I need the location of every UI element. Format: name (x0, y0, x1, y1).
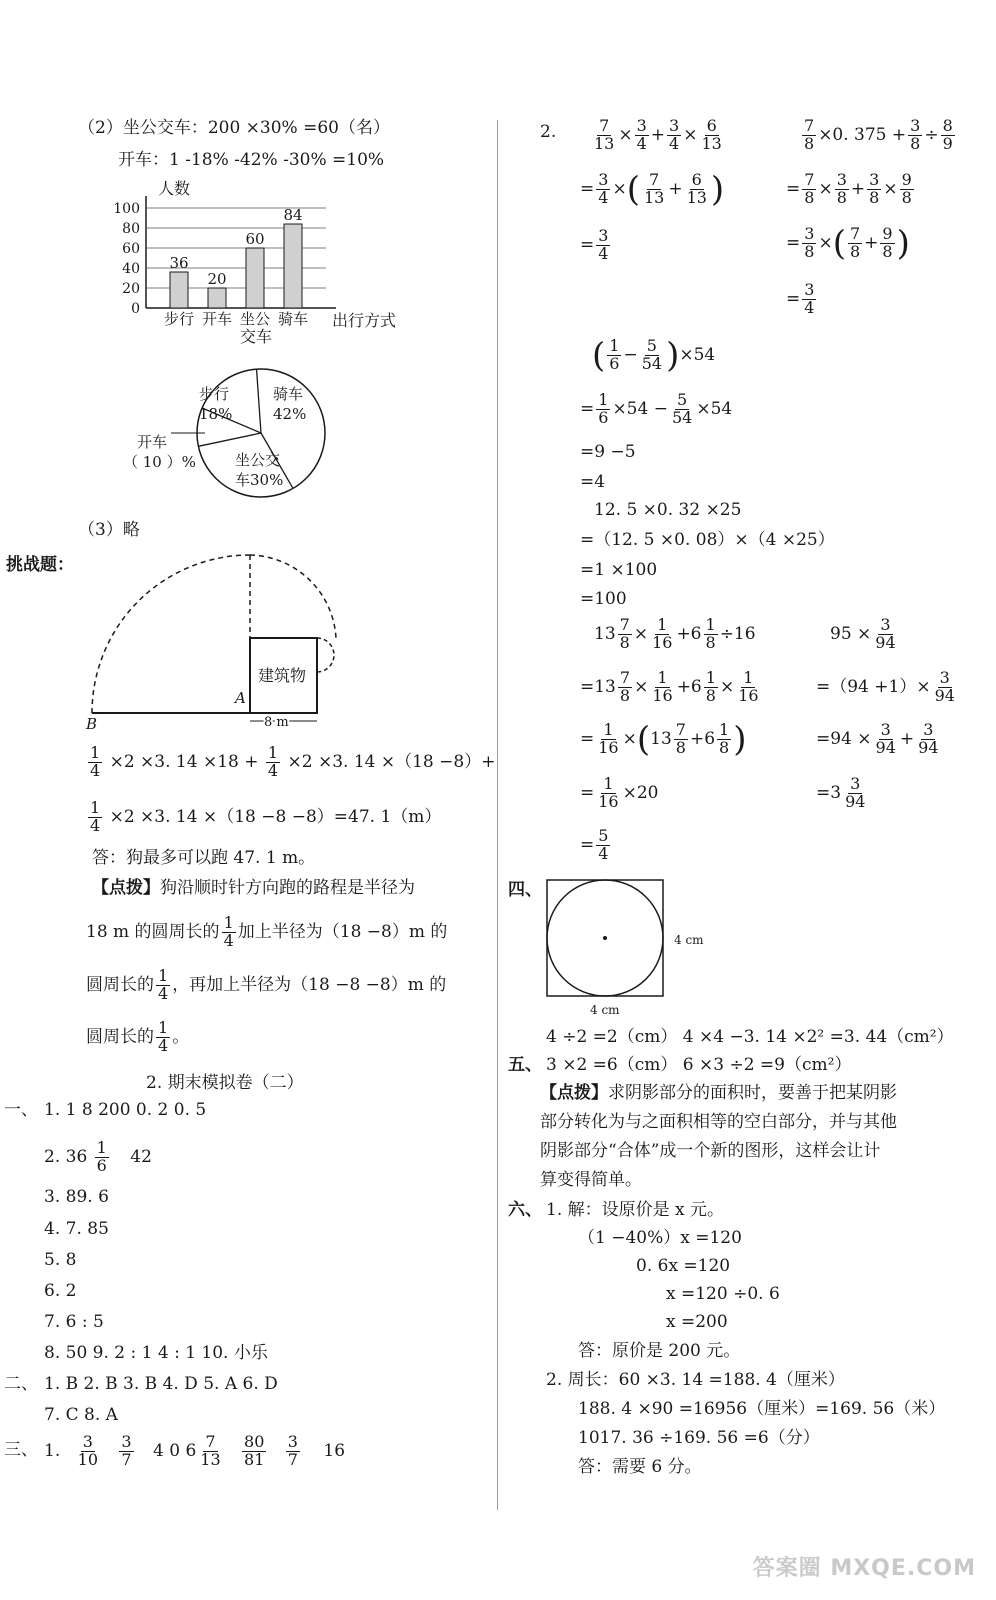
fraction: $\frac{1}{4}$ (158, 966, 169, 1003)
r-colB-line3: = $\frac{3}{8}$ ×( $\frac{7}{8}$ + $\frac{9}{8}$ ) (786, 223, 910, 264)
s6-1-line-6: 答：原价是 200 元。 (578, 1341, 741, 1361)
pie-label-bus: 坐公交 (235, 451, 281, 469)
r-colB-line4: = $\frac{3}{4}$ (786, 280, 815, 317)
r-colA-line3: = $\frac{3}{4}$ (580, 226, 609, 263)
s6-1-line-3: 0. 6x =120 (636, 1256, 731, 1276)
bar-value-label: 20 (207, 270, 227, 288)
fraction: $\frac{1}{4}$ (223, 913, 234, 950)
r-colA-line1: $\frac{7}{13}$ × $\frac{3}{4}$ + $\frac{3}{4}$ × $\frac{6}{13}$ (594, 116, 722, 153)
bar-chart-xlabel: 出行方式 (332, 311, 397, 330)
y-tick-label: 100 (113, 201, 140, 217)
column-divider (497, 120, 498, 1510)
calc-line-2: $\frac{1}{4}$ ×2 ×3. 14 ×（18 −8 −8）=47. 1（m） (90, 798, 442, 835)
square-circle-diagram (540, 872, 720, 1022)
s1-item-1: 1. 1 8 200 0. 2 0. 5 (44, 1100, 207, 1120)
pie-label-bus-pct: 车30% (235, 471, 284, 489)
fraction: $\frac{80}{81}$ (244, 1432, 265, 1469)
square-bottom-label: 4 cm (590, 1003, 620, 1017)
r-block4-line3: = $\frac{1}{16}$ ×(13 $\frac{7}{8}$ +6 $\frac{1}{8}$ ) (580, 719, 747, 760)
circle-center (603, 936, 607, 940)
pie-label-ride: 骑车 (273, 385, 304, 403)
r-colB-line1: $\frac{7}{8}$ ×0. 375 + $\frac{3}{8}$ ÷ $\frac{8}{9}$ (804, 116, 953, 153)
dog-path-diagram (80, 540, 380, 740)
bar-chart-ylabel: 人数 (158, 179, 191, 198)
s5-hint-line-2: 部分转化为与之面积相等的空白部分，并与其他 (540, 1112, 897, 1132)
bar (246, 248, 264, 308)
point-b-label: B (86, 715, 98, 733)
y-tick-label: 0 (131, 301, 140, 317)
pie-label-walk-pct: 18% (199, 405, 233, 423)
r-block4-right2: =（94 +1）× $\frac{3}{94}$ (816, 668, 955, 705)
pie-slice-boundary (198, 433, 261, 446)
s6-1-line-5: x =200 (666, 1312, 728, 1332)
r-block3-line4: =100 (580, 589, 627, 609)
hint-line-2: 18 m 的圆周长的 $\frac{1}{4}$ 加上半径为（18 −8）m 的 (86, 913, 448, 950)
pie-slice-boundary (257, 369, 261, 433)
fraction: $\frac{3}{10}$ (77, 1432, 98, 1469)
r-block3-line3: =1 ×100 (580, 560, 658, 580)
q2-line2: 开车：1 -18% -42% -30% =10% (118, 150, 385, 170)
challenge-title: 挑战题： (6, 555, 74, 575)
arc-medium (250, 555, 336, 638)
hint-line-4: 圆周长的 $\frac{1}{4}$ 。 (86, 1018, 190, 1055)
r-block4-right1: 95 × $\frac{3}{94}$ (830, 615, 896, 652)
s3-line: 1. $\frac{3}{10}$ $\frac{3}{7}$ 4 0 6 $\frac{7}{13}$ $\frac{80}{81}$ $\frac{3}{7}$ 16 (44, 1432, 346, 1469)
bar-category-label: 步行 (163, 310, 195, 328)
s1-item-5: 5. 8 (44, 1250, 77, 1270)
fraction: $\frac{7}{13}$ (200, 1432, 221, 1469)
calc-line-1: $\frac{1}{4}$ ×2 ×3. 14 ×18 + $\frac{1}{4}$ ×2 ×3. 14 ×（18 −8）+ (90, 743, 496, 780)
bar-category-label: 骑车 (277, 310, 309, 328)
arc-large (92, 555, 250, 713)
r-colA-line2: = $\frac{3}{4}$ ×( $\frac{7}{13}$ + $\frac{6}{13}$ ) (580, 169, 725, 210)
s4-calc: 4 ÷2 =2（cm） 4 ×4 −3. 14 ×2² =3. 44（cm²） (546, 1027, 954, 1047)
q3-answer: （3）略 (78, 520, 140, 540)
s1-item-7: 7. 6 : 5 (44, 1312, 104, 1332)
fraction: $\frac{1}{4}$ (267, 743, 279, 780)
r-block2-line2: = $\frac{1}{6}$ ×54 − $\frac{5}{54}$ ×54 (580, 390, 733, 427)
r-block4-right3: =94 × $\frac{3}{94}$ + $\frac{3}{94}$ (816, 720, 939, 757)
r-q2-label: 2. (540, 122, 557, 142)
s5-hint-line-3: 阴影部分“合体”成一个新的图形，这样会让计 (540, 1141, 881, 1161)
s5-calc: 3 ×2 =6（cm） 6 ×3 ÷2 =9（cm²） (546, 1055, 852, 1075)
square-side-label: 4 cm (674, 933, 704, 947)
watermark: 答案圈 MXQE.COM (752, 1556, 976, 1581)
r-block4-line2: =13 $\frac{7}{8}$ × $\frac{1}{16}$ +6 $\frac{1}{8}$ × $\frac{1}{16}$ (580, 668, 759, 705)
pie-label-walk: 步行 (199, 385, 230, 403)
r-block2-line3: =9 −5 (580, 442, 636, 462)
bar-value-label: 84 (283, 206, 303, 224)
s1-item-6: 6. 2 (44, 1281, 77, 1301)
s3-label: 三、 (4, 1440, 38, 1460)
building-label: 建筑物 (258, 666, 307, 685)
y-tick-label: 80 (122, 221, 140, 237)
fraction: $\frac{1}{6}$ (96, 1138, 107, 1175)
s2-label: 二、 (4, 1374, 38, 1394)
s1-item-3: 3. 89. 6 (44, 1187, 109, 1207)
s6-2-line-1: 2. 周长：60 ×3. 14 =188. 4（厘米） (546, 1370, 845, 1390)
section-title: 2. 期末模拟卷（二） (146, 1073, 304, 1093)
q2-line1: （2）坐公交车：200 ×30% =60（名） (78, 118, 390, 138)
bar (284, 224, 302, 308)
pie-label-drive-pct: （ 10 ）% (123, 453, 196, 471)
pie-label-ride-pct: 42% (273, 405, 307, 423)
r-block3-line2: =（12. 5 ×0. 08）×（4 ×25） (580, 530, 835, 550)
r-colB-line2: = $\frac{7}{8}$ × $\frac{3}{8}$ + $\frac{3}{8}$ × $\frac{9}{8}$ (786, 170, 912, 207)
bar-value-label: 60 (245, 230, 265, 248)
r-block3-line1: 12. 5 ×0. 32 ×25 (594, 500, 742, 520)
y-tick-label: 20 (122, 281, 140, 297)
s6-1-line-4: x =120 ÷0. 6 (666, 1284, 780, 1304)
s6-1-line-1: 1. 解：设原价是 x 元。 (546, 1200, 725, 1220)
s6-1-line-2: （1 −40%）x =120 (578, 1228, 742, 1248)
bar-chart (100, 170, 420, 350)
bar-value-label: 36 (169, 254, 189, 272)
fraction: $\frac{3}{7}$ (287, 1432, 298, 1469)
hint-line-3: 圆周长的 $\frac{1}{4}$ ，再加上半径为（18 −8 −8）m 的 (86, 966, 447, 1003)
y-tick-label: 40 (122, 261, 140, 277)
s6-2-line-2: 188. 4 ×90 =16956（厘米）=169. 56（米） (578, 1399, 946, 1419)
fraction: $\frac{1}{4}$ (90, 743, 101, 780)
s2-line-2: 7. C 8. A (44, 1405, 118, 1425)
s6-label: 六、 (508, 1200, 542, 1220)
point-a-label: A (235, 689, 246, 707)
r-block2-line1: ( $\frac{1}{6}$ − $\frac{5}{54}$ )×54 (592, 335, 716, 376)
width-label: 8 m (264, 715, 289, 730)
fraction: $\frac{1}{4}$ (90, 798, 101, 835)
s1-item-8: 8. 50 9. 2 : 1 4 : 1 10. 小乐 (44, 1343, 268, 1363)
s6-2-line-4: 答：需要 6 分。 (578, 1457, 702, 1477)
answer-line: 答：狗最多可以跑 47. 1 m。 (92, 848, 316, 868)
pie-label-drive: 开车 (137, 433, 168, 451)
s4-label: 四、 (508, 880, 542, 900)
s1-item-2: 2. 36 $\frac{1}{6}$ 42 (44, 1138, 152, 1175)
r-block4-line5: = $\frac{5}{4}$ (580, 826, 609, 863)
bar-category-label: 坐公 (239, 310, 271, 328)
arc-small (317, 638, 334, 672)
fraction: $\frac{3}{7}$ (121, 1432, 132, 1469)
s6-2-line-3: 1017. 36 ÷169. 56 =6（分） (578, 1428, 820, 1448)
pie-chart (115, 355, 355, 525)
r-block2-line4: =4 (580, 472, 606, 492)
bar-category-label: 开车 (201, 310, 233, 328)
s1-item-4: 4. 7. 85 (44, 1219, 109, 1239)
s2-line-1: 1. B 2. B 3. B 4. D 5. A 6. D (44, 1374, 278, 1394)
r-block4-line4: = $\frac{1}{16}$ ×20 (580, 774, 659, 811)
y-tick-label: 60 (122, 241, 140, 257)
bar (208, 288, 226, 308)
s5-label: 五、 (508, 1055, 542, 1075)
hint-line-1: 【点拨】狗沿顺时针方向跑的路程是半径为 (92, 878, 415, 898)
bar (170, 272, 188, 308)
s1-label: 一、 (4, 1100, 38, 1120)
fraction: $\frac{1}{4}$ (158, 1018, 169, 1055)
r-block4-line1: 13 $\frac{7}{8}$ × $\frac{1}{16}$ +6 $\frac{1}{8}$ ÷16 (594, 615, 756, 652)
s5-hint-line-1: 【点拨】求阴影部分的面积时，要善于把某阴影 (540, 1083, 897, 1103)
bar-cat-label-line2: 交车 (240, 327, 273, 346)
r-block4-right4: =3 $\frac{3}{94}$ (816, 774, 866, 811)
s5-hint-line-4: 算变得简单。 (540, 1170, 642, 1190)
